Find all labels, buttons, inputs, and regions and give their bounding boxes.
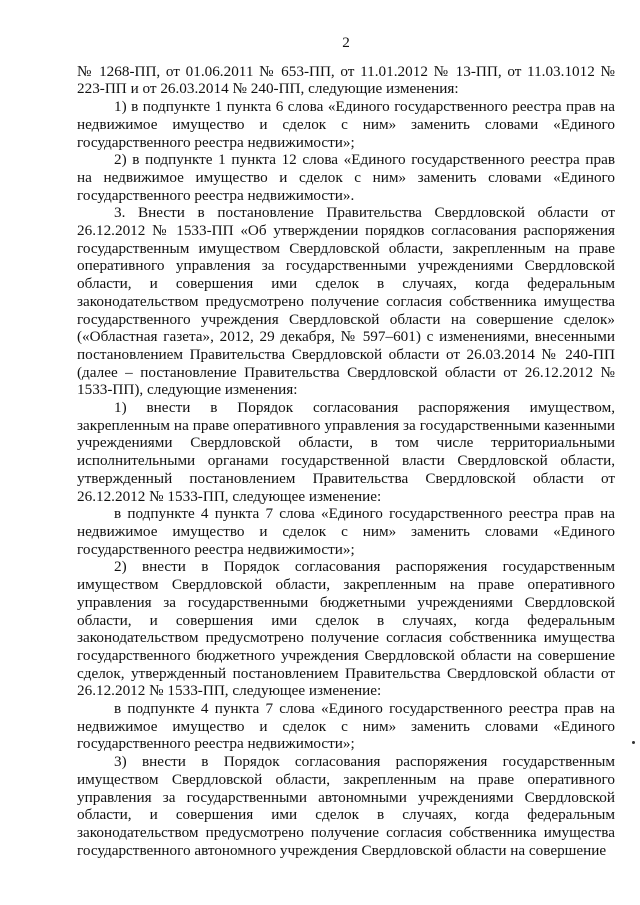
paragraph: в подпункте 4 пункта 7 слова «Единого государственного реестра прав на недвижимое имущество и сделок с ним» заменить словами «Единого государственного реестра недвижимости»;	[77, 700, 615, 753]
paragraph: 1) внести в Порядок согласования распоряжения имуществом, закрепленным на праве оперативного управления за государственными казенными учреждениями Свердловской области, в том числе территориальными исполнительными органами государственной власти Свердловской области, утвержденный постановлением Правительства Свердловской области от 26.12.2012 № 1533-ПП, следующее изменение:	[77, 399, 615, 505]
document-body	[77, 63, 615, 860]
page-number: 2	[342, 34, 350, 51]
paragraph: 3) внести в Порядок согласования распоряжения государственным имуществом Свердловской области, закрепленным на праве оперативного управления за государственными автономными учреждениями Свердловской области, и совершения ими сделок в случаях, когда федеральным законодательством предусмотрено получение согласия собственника имущества государственного автономного учреждения Свердловской области на совершение	[77, 753, 615, 859]
paragraph: 3. Внести в постановление Правительства Свердловской области от 26.12.2012 № 1533-ПП «Об утверждении порядков согласования распоряжения государственным имуществом Свердловской области, закрепленным на праве оперативного управления за государственными учреждениями Свердловской области, и совершения ими сделок в случаях, когда федеральным законодательством предусмотрено получение согласия собственника имущества государственного учреждения Свердловской области на совершение сделок» («Областная газета», 2012, 29 декабря, № 597–601) с изменениями, внесенными постановлением Правительства Свердловской области от 26.03.2014 № 240-ПП (далее – постановление Правительства Свердловской области от 26.12.2012 № 1533-ПП), следующие изменения:	[77, 204, 615, 399]
paragraph: в подпункте 4 пункта 7 слова «Единого государственного реестра прав на недвижимое имущество и сделок с ним» заменить словами «Единого государственного реестра недвижимости»;	[77, 505, 615, 558]
paragraph: 2) в подпункте 1 пункта 12 слова «Единого государственного реестра прав на недвижимое имущество и сделок с ним» заменить словами «Единого государственного реестра недвижимости».	[77, 151, 615, 204]
document-page	[77, 34, 615, 859]
paragraph: 2) внести в Порядок согласования распоряжения государственным имуществом Свердловской области, закрепленным на праве оперативного управления за государственными бюджетными учреждениями Свердловской области, и совершения ими сделок в случаях, когда федеральным законодательством предусмотрено получение согласия собственника имущества государственного бюджетного учреждения Свердловской области на совершение сделок, утвержденный постановлением Правительства Свердловской области от 26.12.2012 № 1533-ПП, следующее изменение:	[77, 558, 615, 700]
paragraph: 1) в подпункте 1 пункта 6 слова «Единого государственного реестра прав на недвижимое имущество и сделок с ним» заменить словами «Единого государственного реестра недвижимости»;	[77, 98, 615, 151]
scan-speck	[632, 741, 635, 744]
paragraph: № 1268-ПП, от 01.06.2011 № 653-ПП, от 11.01.2012 № 13-ПП, от 11.03.1012 № 223-ПП и от 26.03.2014 № 240-ПП, следующие изменения:	[77, 62, 615, 98]
